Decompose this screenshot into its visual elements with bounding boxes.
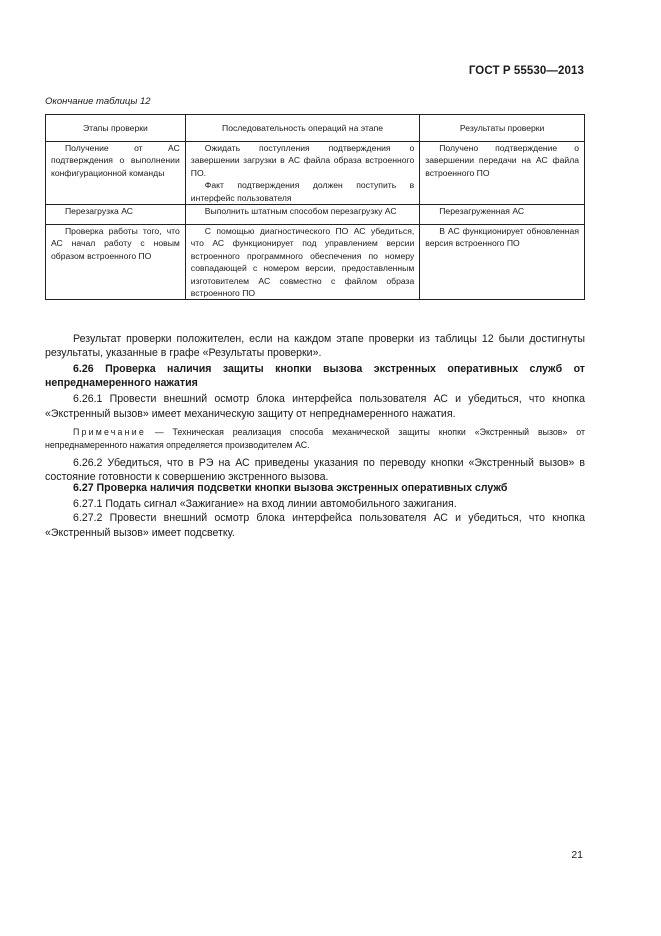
paragraph-6-27-2: 6.27.2 Провести внешний осмотр блока интерфейса пользователя АС и убедиться, что кнопка «Экстренный вызов» имеет подсветку. [45, 512, 585, 539]
note [45, 426, 585, 452]
section-6-27 [45, 481, 585, 540]
result-cell: Перезагруженная АС [420, 205, 585, 225]
result-cell: Получено подтверждение о завершении передачи на АС файла встроенного ПО [420, 142, 585, 205]
table-caption: Окончание таблицы 12 [45, 96, 151, 107]
stage-cell: Проверка работы того, что АС начал работу с новым образом встроенного ПО [46, 225, 186, 300]
operations-cell [185, 205, 419, 225]
column-header-operations: Последовательность операций на этапе [185, 115, 419, 142]
document-code: ГОСТ Р 55530—2013 [468, 65, 584, 77]
page-number: 21 [571, 849, 583, 861]
operation-step: Ожидать поступления подтверждения о завершении загрузки в АС файла образа встроенного ПО. [190, 143, 415, 178]
operations-cell [185, 225, 419, 300]
section-6-26 [45, 362, 585, 484]
table-row [46, 205, 585, 225]
paragraph-6-27-1: 6.27.1 Подать сигнал «Зажигание» на вход линии автомобильного зажигания. [73, 498, 457, 511]
verification-table [45, 114, 585, 300]
result-paragraph: Результат проверки положителен, если на каждом этапе проверки из таблицы 12 были достигнуты результаты, указанные в графе «Результаты проверки». [45, 333, 585, 360]
paragraph-6-26-2: 6.26.2 Убедиться, что в РЭ на АС приведены указания по переводу кнопки «Экстренный вызов» в состояние готовности к совершению экстренного вызова. [45, 456, 585, 484]
stage-cell: Перезагрузка АС [46, 205, 186, 225]
table-row [46, 142, 585, 205]
result-cell: В АС функционирует обновленная версия встроенного ПО [420, 225, 585, 300]
column-header-stage: Этапы проверки [46, 115, 186, 142]
section-heading-6-27: 6.27 Проверка наличия подсветки кнопки вызова экстренных оперативных служб [73, 482, 508, 494]
table-header-row [46, 115, 585, 142]
section-heading-6-26: 6.26 Проверка наличия защиты кнопки вызова экстренных оперативных служб от непреднамеренного нажатия [45, 363, 585, 390]
paragraph-6-26-1: 6.26.1 Провести внешний осмотр блока интерфейса пользователя АС и убедиться, что кнопка «Экстренный вызов» имеет механическую защиту от непреднамеренного нажатия. [45, 393, 585, 420]
operation-step: Факт подтверждения должен поступить в интерфейс пользователя [190, 180, 415, 203]
note-text: — Техническая реализация способа механической защиты кнопки «Экстренный вызов» от непреднамеренного нажатия определяется производителем АС. [45, 426, 585, 450]
operations-cell [185, 142, 419, 205]
table-row [46, 225, 585, 300]
result-paragraph-block [45, 332, 585, 360]
stage-cell: Получение от АС подтверждения о выполнении конфигурационной команды [46, 142, 186, 205]
column-header-results: Результаты проверки [420, 115, 585, 142]
note-label: Примечание [73, 426, 146, 437]
operation-step: С помощью диагностического ПО АС убедиться, что АС функционирует под управлением версии встроенного программного обеспечения по номеру совпадающей с номером версии, предоставленным изготовителем АС совместно с файлом образа встроенного ПО [190, 226, 415, 299]
operation-step: Выполнить штатным способом перезагрузку АС [204, 206, 397, 217]
